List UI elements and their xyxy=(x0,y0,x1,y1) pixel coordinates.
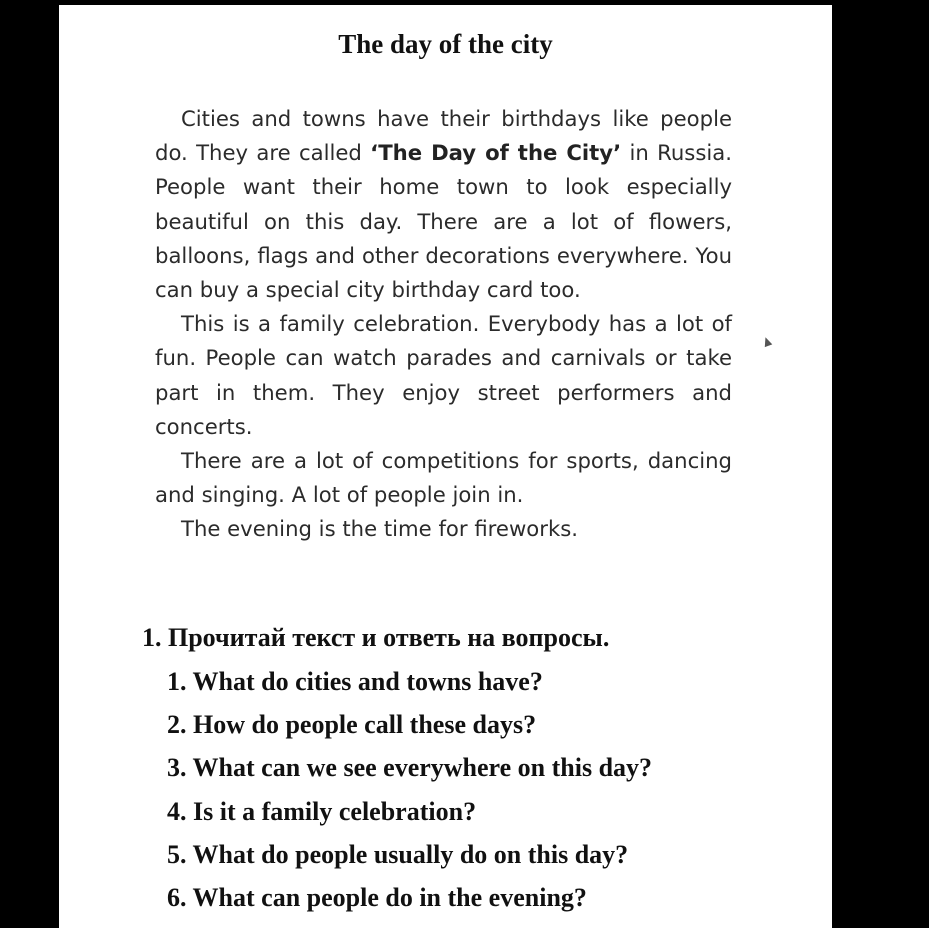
question-item: 4. Is it a family celebration? xyxy=(167,796,477,826)
paragraph-1 xyxy=(155,102,732,307)
pen-mark-icon xyxy=(762,336,773,347)
question-list xyxy=(167,660,652,919)
question-item: 3. What can we see everywhere on this day? xyxy=(167,753,653,783)
page-title: The day of the city xyxy=(338,29,553,59)
task-heading: 1. Прочитай текст и ответь на вопросы. xyxy=(142,623,610,652)
question-item: 6. What can people do in the evening? xyxy=(167,883,587,913)
paragraph-1-end: in Russia. People want their home town to look especially beautiful on this day. There are a lot of flowers, balloons, flags and other decorations everywhere. You can buy a special city birthday card too. xyxy=(155,140,732,303)
paragraph-3: There are a lot of competitions for sports, dancing and singing. A lot of people join in. xyxy=(155,448,732,508)
question-item: 5. What do people usually do on this day? xyxy=(167,839,629,869)
paragraph-2: This is a family celebration. Everybody has a lot of fun. People can watch parades and carnivals or take part in them. They enjoy street performers and concerts. xyxy=(155,311,732,439)
paragraph-1-start: Cities and towns have their birthdays like people do. They are called xyxy=(155,106,732,166)
worksheet-page xyxy=(59,5,832,928)
question-item: 1. What do cities and towns have? xyxy=(167,667,543,696)
question-item: 2. How do people call these days? xyxy=(167,710,537,740)
reading-text xyxy=(155,102,732,547)
paragraph-4: The evening is the time for fireworks. xyxy=(181,516,578,542)
paragraph-1-highlight: ‘The Day of the City’ xyxy=(370,140,622,166)
